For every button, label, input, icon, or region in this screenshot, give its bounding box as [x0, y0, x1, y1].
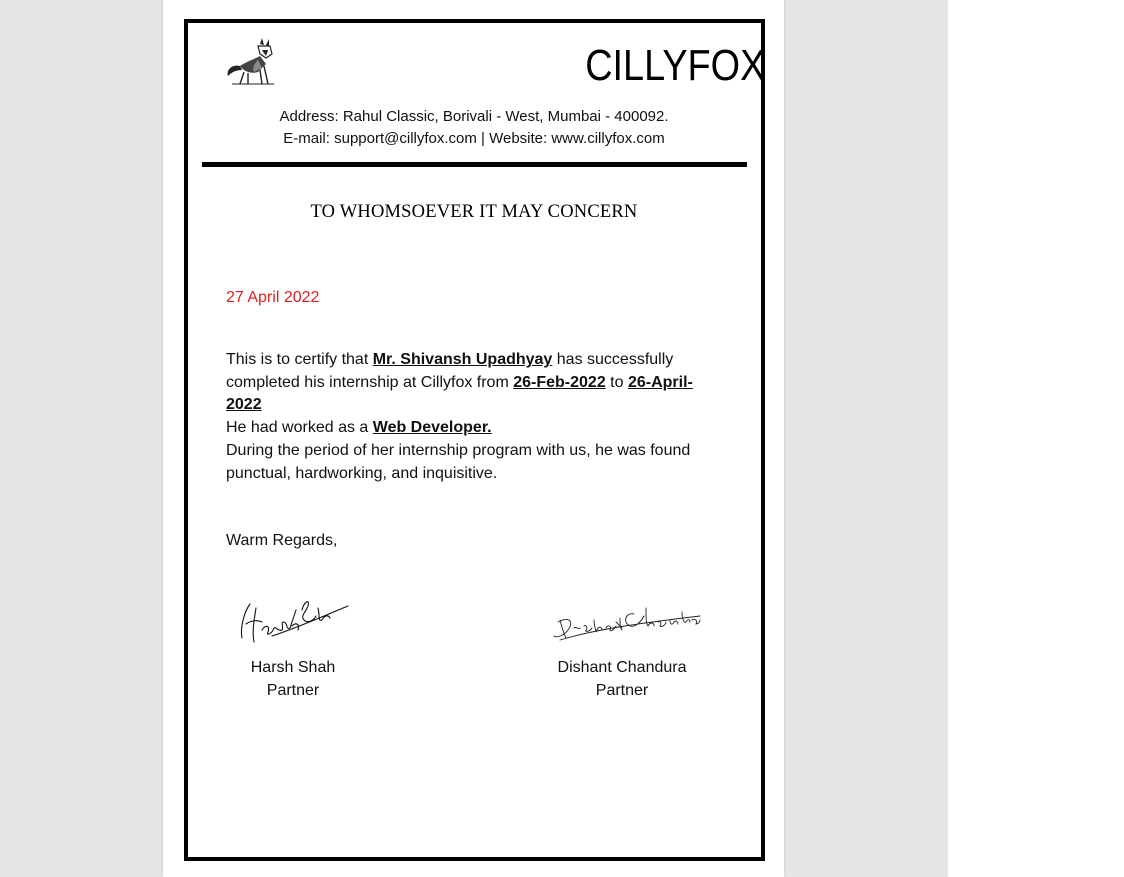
start-date: 26-Feb-2022 [513, 373, 606, 391]
header-divider [202, 162, 747, 167]
text-segment: He had worked as a [226, 419, 373, 436]
intern-role: Web Developer. [372, 419, 492, 436]
signatory-title: Partner [595, 682, 649, 699]
certificate-paragraph [226, 349, 726, 417]
text-segment: has successfully completed his internship at Cillyfox from [226, 351, 674, 391]
letter-date: 27 April 2022 [226, 289, 320, 306]
signatory-name: Dishant Chandura [557, 659, 687, 676]
signatory-title: Partner [266, 682, 320, 699]
end-date: 26-April-2022 [226, 373, 693, 413]
company-name: CILLYFOX [585, 41, 766, 90]
company-contact: E-mail: support@cillyfox.com | Website: www.cillyfox.com [283, 130, 665, 147]
letter-heading: TO WHOMSOEVER IT MAY CONCERN [310, 202, 638, 222]
text-segment: This is to certify that [226, 351, 373, 368]
role-paragraph [226, 417, 726, 440]
evaluation-paragraph: During the period of her internship program with us, he was found punctual, hardworking, and inquisitive. [226, 442, 691, 482]
signatory-name: Harsh Shah [250, 659, 336, 676]
text-segment: to [605, 373, 628, 391]
signature-harsh-shah [232, 590, 352, 650]
signatory-2 [552, 656, 692, 702]
intern-name: Mr. Shivansh Upadhyay [372, 351, 553, 368]
company-address: Address: Rahul Classic, Borivali - West, Mumbai - 400092. [279, 108, 669, 125]
fox-logo-icon [222, 38, 276, 88]
signatory-1 [233, 656, 353, 702]
signature-dishant-chandura [550, 598, 702, 644]
closing-text: Warm Regards, [226, 532, 338, 549]
